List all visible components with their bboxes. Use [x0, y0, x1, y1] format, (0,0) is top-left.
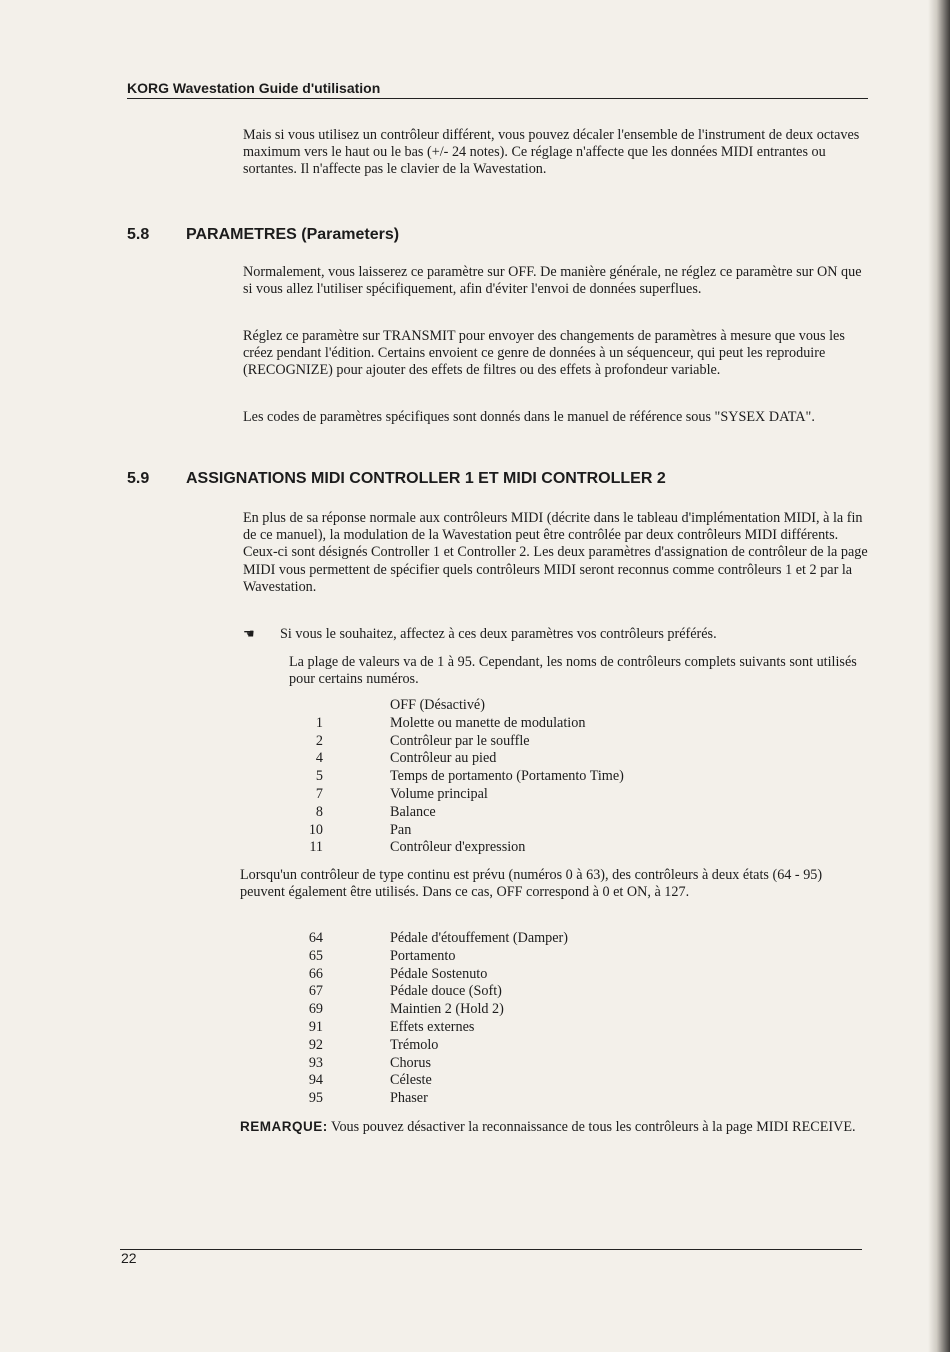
- controller-number: 10: [308, 821, 323, 838]
- controller-number: 92: [308, 1036, 323, 1053]
- controller-name: Trémolo: [390, 1036, 439, 1053]
- remark-label: REMARQUE:: [240, 1119, 328, 1134]
- page-edge-shadow: [928, 0, 950, 1352]
- controller-number: 7: [315, 785, 323, 802]
- controller-number: 94: [308, 1072, 323, 1089]
- range-paragraph: La plage de valeurs va de 1 à 95. Cependant, les noms de contrôleurs complets suivants sont utilisés pour certains numéros.: [289, 654, 857, 687]
- controller-name: Temps de portamento (Portamento Time): [390, 768, 624, 785]
- list-item: [300, 697, 720, 715]
- controller-number: 69: [308, 1001, 323, 1018]
- tip-note: [243, 625, 868, 643]
- section-title: PARAMETRES (Parameters): [186, 226, 400, 243]
- controller-number: 11: [309, 839, 323, 856]
- list-item: [300, 768, 720, 786]
- controller-number: 67: [308, 983, 323, 1000]
- list-item: [300, 1072, 720, 1090]
- controller-name: Pédale d'étouffement (Damper): [390, 930, 568, 946]
- list-item: [300, 966, 720, 984]
- list-item: [300, 715, 720, 733]
- list-item: [300, 983, 720, 1001]
- controller-name: Portamento: [390, 947, 456, 964]
- controller-number: 65: [308, 947, 323, 964]
- section-title: ASSIGNATIONS MIDI CONTROLLER 1 ET MIDI CONTROLLER 2: [186, 470, 666, 487]
- remark-paragraph: [240, 1118, 868, 1136]
- controller-number: 66: [308, 965, 323, 982]
- intro-paragraph: Mais si vous utilisez un contrôleur différent, vous pouvez décaler l'ensemble de l'instrument de deux octaves maximum vers le haut ou le bas (+/- 24 notes). Ce réglage n'affecte que les données MIDI entrantes ou sortantes. Il n'affecte pas le clavier de la Wavestation.: [243, 127, 860, 178]
- list-item: [300, 822, 720, 840]
- paragraph-5-8-1: Normalement, vous laisserez ce paramètre sur OFF. De manière générale, ne réglez ce paramètre sur ON que si vous allez l'utiliser spécifiquement, afin d'éviter l'envoi de données superflues.: [243, 264, 862, 298]
- controller-name: Chorus: [390, 1054, 431, 1071]
- list-item: [300, 733, 720, 751]
- section-heading-5-9: [127, 470, 666, 488]
- list-item: [300, 750, 720, 768]
- controller-name: Maintien 2 (Hold 2): [390, 1001, 504, 1018]
- header-title: KORG Wavestation Guide d'utilisation: [127, 80, 381, 96]
- controller-number: 5: [315, 768, 323, 785]
- continuous-controller-list: [300, 697, 720, 857]
- controller-number: 4: [315, 750, 323, 767]
- list-item: [300, 1019, 720, 1037]
- pointing-hand-icon: ☚: [243, 626, 255, 641]
- list-item: [300, 1037, 720, 1055]
- list-item: [300, 1001, 720, 1019]
- paragraph-5-9: En plus de sa réponse normale aux contrôleurs MIDI (décrite dans le tableau d'implémentation MIDI, à la fin de ce manuel), la modulation de la Wavestation peut être contrôlée par deux contrôleurs MIDI différents. Ceux-ci sont désignés Controller 1 et Controller 2. Les deux paramètres d'assignation de contrôleur de la page MIDI vous permettent de spécifier quels contrôleurs MIDI seront reconnus comme contrôleurs 1 et 2 par la Wavestation.: [243, 510, 868, 595]
- switch-controller-list: [300, 930, 720, 1108]
- controller-number: 1: [315, 714, 323, 731]
- controller-name: Molette ou manette de modulation: [390, 714, 586, 731]
- controller-name: Contrôleur d'expression: [390, 839, 526, 856]
- controller-name: Balance: [390, 803, 436, 820]
- list-item: [300, 1090, 720, 1108]
- controller-name: OFF (Désactivé): [390, 697, 485, 713]
- controller-name: Pédale Sostenuto: [390, 965, 488, 982]
- controller-name: Pédale douce (Soft): [390, 983, 502, 1000]
- page-number: 22: [121, 1250, 137, 1266]
- list-item: [300, 948, 720, 966]
- tip-text: Si vous le souhaitez, affectez à ces deux paramètres vos contrôleurs préférés.: [280, 626, 717, 642]
- controller-number: 91: [308, 1018, 323, 1035]
- controller-number: 95: [308, 1090, 323, 1107]
- running-header: [127, 80, 868, 99]
- switch-paragraph: Lorsqu'un contrôleur de type continu est prévu (numéros 0 à 63), des contrôleurs à deux états (64 - 95) peuvent également être utilisés. Dans ce cas, OFF correspond à 0 et ON, à 127.: [240, 867, 823, 901]
- controller-name: Pan: [390, 821, 412, 838]
- paragraph-5-8-2: Réglez ce paramètre sur TRANSMIT pour envoyer des changements de paramètres à mesure que vous les créez pendant l'édition. Certains envoient ce genre de données à un séquenceur, qui peut les reproduire (RECOGNIZE) pour ajouter des effets de filtres ou des effets à profondeur variable.: [243, 328, 845, 379]
- controller-name: Contrôleur par le souffle: [390, 732, 530, 749]
- footer-rule: [120, 1249, 862, 1250]
- controller-name: Volume principal: [390, 785, 488, 802]
- section-heading-5-8: [127, 226, 399, 244]
- list-item: [300, 930, 720, 948]
- list-item: [300, 1055, 720, 1073]
- list-item: [300, 786, 720, 804]
- section-number: 5.8: [127, 226, 150, 243]
- remark-text: Vous pouvez désactiver la reconnaissance de tous les contrôleurs à la page MIDI RECEIVE.: [331, 1119, 856, 1135]
- controller-name: Phaser: [390, 1090, 428, 1107]
- controller-name: Céleste: [390, 1072, 432, 1089]
- controller-name: Contrôleur au pied: [390, 750, 497, 767]
- list-item: [300, 839, 720, 857]
- section-number: 5.9: [127, 470, 150, 487]
- controller-number: 64: [308, 930, 323, 946]
- controller-number: 2: [315, 732, 323, 749]
- list-item: [300, 804, 720, 822]
- controller-number: 8: [315, 803, 323, 820]
- controller-name: Effets externes: [390, 1018, 475, 1035]
- paragraph-5-8-3: Les codes de paramètres spécifiques sont donnés dans le manuel de référence sous "SYSEX DATA".: [243, 409, 815, 425]
- controller-number: 93: [308, 1054, 323, 1071]
